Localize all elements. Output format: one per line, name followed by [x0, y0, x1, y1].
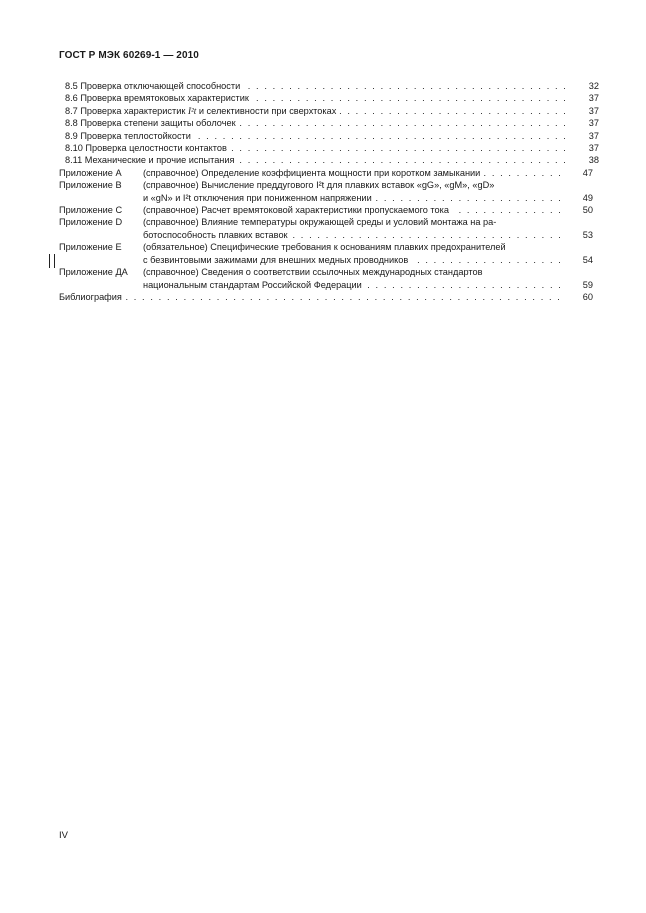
toc-entry-title: 8.10 Проверка целостности контактов	[65, 143, 230, 153]
toc-page-number: 59	[580, 279, 593, 291]
appendix-label: Приложение В	[59, 180, 122, 191]
toc-appendix[interactable]	[59, 216, 593, 241]
toc-entry[interactable]	[59, 80, 599, 92]
bibliography-title: Библиография	[59, 292, 125, 302]
toc-page-number: 50	[580, 204, 593, 216]
document-header: ГОСТ Р МЭК 60269-1 — 2010	[59, 50, 199, 61]
appendix-label: Приложение С	[59, 205, 123, 216]
toc-page-number: 54	[580, 254, 593, 266]
appendix-title-cont: национальным стандартам Российской Федерации	[143, 280, 365, 290]
toc-appendix[interactable]	[59, 266, 593, 291]
toc-page-number: 37	[586, 92, 599, 104]
toc-entry-title: 8.5 Проверка отключающей способности	[65, 81, 243, 91]
toc-page-number: 37	[586, 117, 599, 129]
appendix-title: (справочное) Вычисление преддугового I²t для плавких вставок «gG», «gM», «gD»	[143, 180, 497, 190]
toc-page-number: 60	[580, 291, 593, 303]
appendix-title: (справочное) Сведения о соответствии ссылочных международных стандартов	[143, 267, 485, 277]
page-number-roman: IV	[59, 830, 68, 841]
toc-entry[interactable]	[59, 92, 599, 104]
toc-entry[interactable]	[59, 142, 599, 154]
appendix-title: (справочное) Определение коэффициента мощности при коротком замыкании	[143, 168, 483, 178]
toc-page-number: 37	[586, 105, 599, 117]
toc-entry-title: 8.6 Проверка времятоковых характеристик	[65, 93, 252, 103]
toc-appendix[interactable]	[59, 241, 593, 266]
toc-appendix[interactable]	[59, 167, 593, 179]
toc-entry[interactable]	[59, 105, 599, 117]
toc-entry-title: 8.11 Механические и прочие испытания	[65, 155, 237, 165]
toc-entry-title: 8.8 Проверка степени защиты оболочек	[65, 118, 239, 128]
change-bar-marker	[49, 254, 55, 268]
appendix-title-cont: ботоспособность плавких вставок	[143, 230, 291, 240]
toc-entry[interactable]	[59, 117, 599, 129]
appendix-title: (обязательное) Специфические требования к основаниям плавких предохранителей	[143, 242, 509, 252]
toc-page-number: 47	[580, 167, 593, 179]
table-of-contents	[59, 80, 599, 303]
toc-appendix[interactable]	[59, 179, 593, 204]
toc-entry[interactable]	[59, 154, 599, 166]
toc-entry-title: 8.7 Проверка характеристик I²t и селективности при сверхтоках	[65, 106, 339, 116]
appendix-title-cont: с безвинтовыми зажимами для внешних медных проводников	[143, 255, 411, 265]
toc-page-number: 53	[580, 229, 593, 241]
toc-appendix[interactable]	[59, 204, 593, 216]
toc-entry-title: 8.9 Проверка теплостойкости	[65, 131, 194, 141]
appendix-title: (справочное) Влияние температуры окружающей среды и условий монтажа на ра-	[143, 217, 499, 227]
toc-page-number: 49	[580, 192, 593, 204]
appendix-title: (справочное) Расчет времятоковой характеристики пропускаемого тока	[143, 205, 452, 215]
toc-page-number: 37	[586, 130, 599, 142]
toc-page-number: 32	[586, 80, 599, 92]
appendix-label: Приложение D	[59, 217, 123, 228]
toc-page-number: 37	[586, 142, 599, 154]
appendix-title-cont: и «gN» и I²t отключения при пониженном напряжении	[143, 193, 375, 203]
appendix-label: Приложение А	[59, 167, 122, 178]
toc-entry[interactable]	[59, 130, 599, 142]
appendix-label: Приложение ДА	[59, 267, 128, 278]
appendix-label: Приложение Е	[59, 242, 122, 253]
toc-bibliography[interactable]	[59, 291, 593, 303]
toc-page-number: 38	[586, 154, 599, 166]
